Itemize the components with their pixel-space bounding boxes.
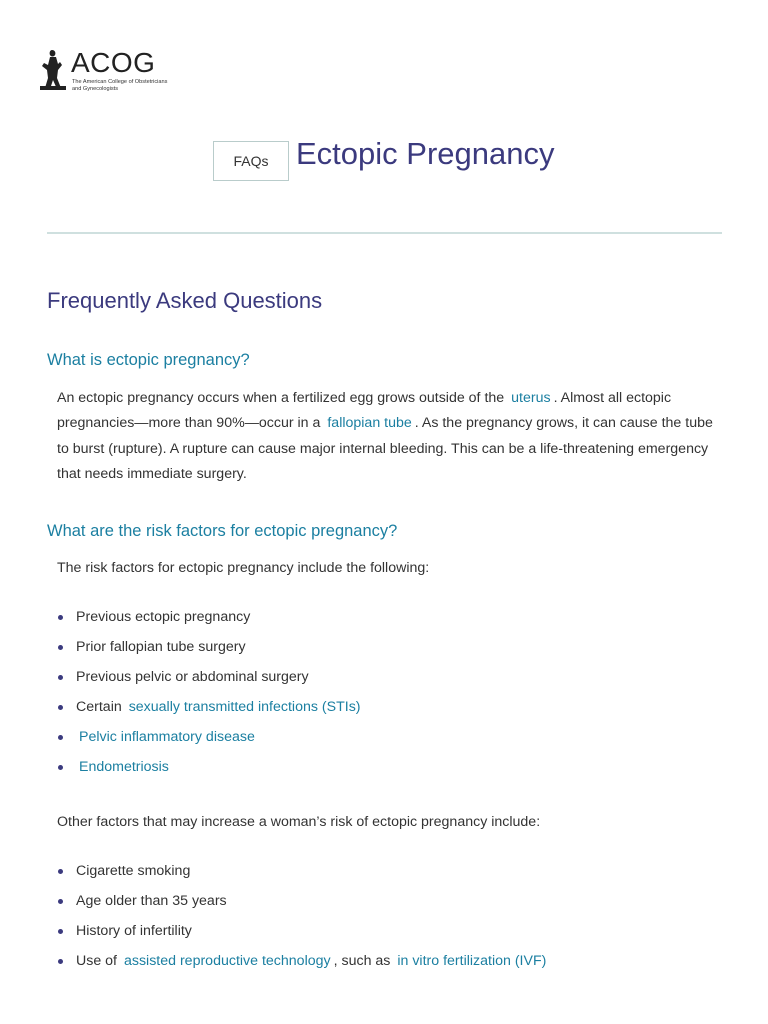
bullet-icon: [58, 959, 63, 964]
answer-text-1: An ectopic pregnancy occurs when a fertilized egg grows outside of the: [57, 390, 505, 406]
logo-wordmark: ACOG: [71, 47, 156, 78]
question-what-is-ectopic: What is ectopic pregnancy?: [47, 351, 250, 369]
list-item: Prior fallopian tube surgery: [57, 637, 364, 667]
logo-subtitle: The American College of Obstetricians and Gynecologists: [72, 79, 168, 92]
list-item: Cigarette smoking: [57, 861, 549, 891]
list-item: Use of assisted reproductive technology , such as in vitro fertilization (IVF): [57, 951, 549, 981]
list-item: Previous ectopic pregnancy: [57, 607, 364, 637]
list-item: History of infertility: [57, 921, 549, 951]
ivf-link[interactable]: in vitro fertilization (IVF): [397, 953, 547, 969]
bullet-icon: [58, 929, 63, 934]
bullet-icon: [58, 869, 63, 874]
acog-figure-icon: [38, 48, 68, 92]
section-title: Frequently Asked Questions: [47, 288, 323, 313]
acog-logo[interactable]: [38, 46, 168, 98]
bullet-icon: [58, 615, 63, 620]
page-title: Ectopic Pregnancy: [296, 136, 555, 171]
pid-link[interactable]: Pelvic inflammatory disease: [79, 729, 255, 745]
bullet-icon: [58, 899, 63, 904]
list-item: Previous pelvic or abdominal surgery: [57, 667, 364, 697]
answer-text-2: . Almost all ectopic pregnancies—more than 90%—occur in a: [57, 390, 672, 432]
list-item: Age older than 35 years: [57, 891, 549, 921]
bullet-icon: [58, 705, 63, 710]
risk-factors-intro: The risk factors for ectopic pregnancy include the following:: [57, 560, 430, 576]
list-item: Certain sexually transmitted infections (STIs): [57, 697, 364, 727]
answer-text-3: . As the pregnancy grows, it can cause the tube to burst (rupture). A rupture can cause major internal bleeding. This can be a life-threatening emergency that needs immediate surgery.: [57, 415, 713, 482]
fallopian-tube-link[interactable]: fallopian tube: [327, 415, 412, 432]
header-divider: [47, 232, 722, 234]
uterus-link[interactable]: uterus: [511, 390, 551, 406]
other-factors-intro: Other factors that may increase a woman’s risk of ectopic pregnancy include:: [57, 814, 541, 830]
question-risk-factors: What are the risk factors for ectopic pregnancy?: [47, 522, 398, 540]
sti-link[interactable]: sexually transmitted infections (STIs): [128, 699, 361, 715]
bullet-icon: [58, 645, 63, 650]
list-item: [57, 757, 364, 787]
other-factors-list: [57, 861, 549, 981]
faqs-tag[interactable]: FAQs: [213, 141, 289, 181]
endometriosis-link[interactable]: Endometriosis: [79, 759, 169, 775]
bullet-icon: [58, 765, 63, 770]
answer-what-is-ectopic: [57, 386, 717, 487]
list-item: [57, 727, 364, 757]
bullet-icon: [58, 675, 63, 680]
risk-factors-list: [57, 607, 364, 787]
art-link[interactable]: assisted reproductive technology: [123, 953, 331, 969]
bullet-icon: [58, 735, 63, 740]
